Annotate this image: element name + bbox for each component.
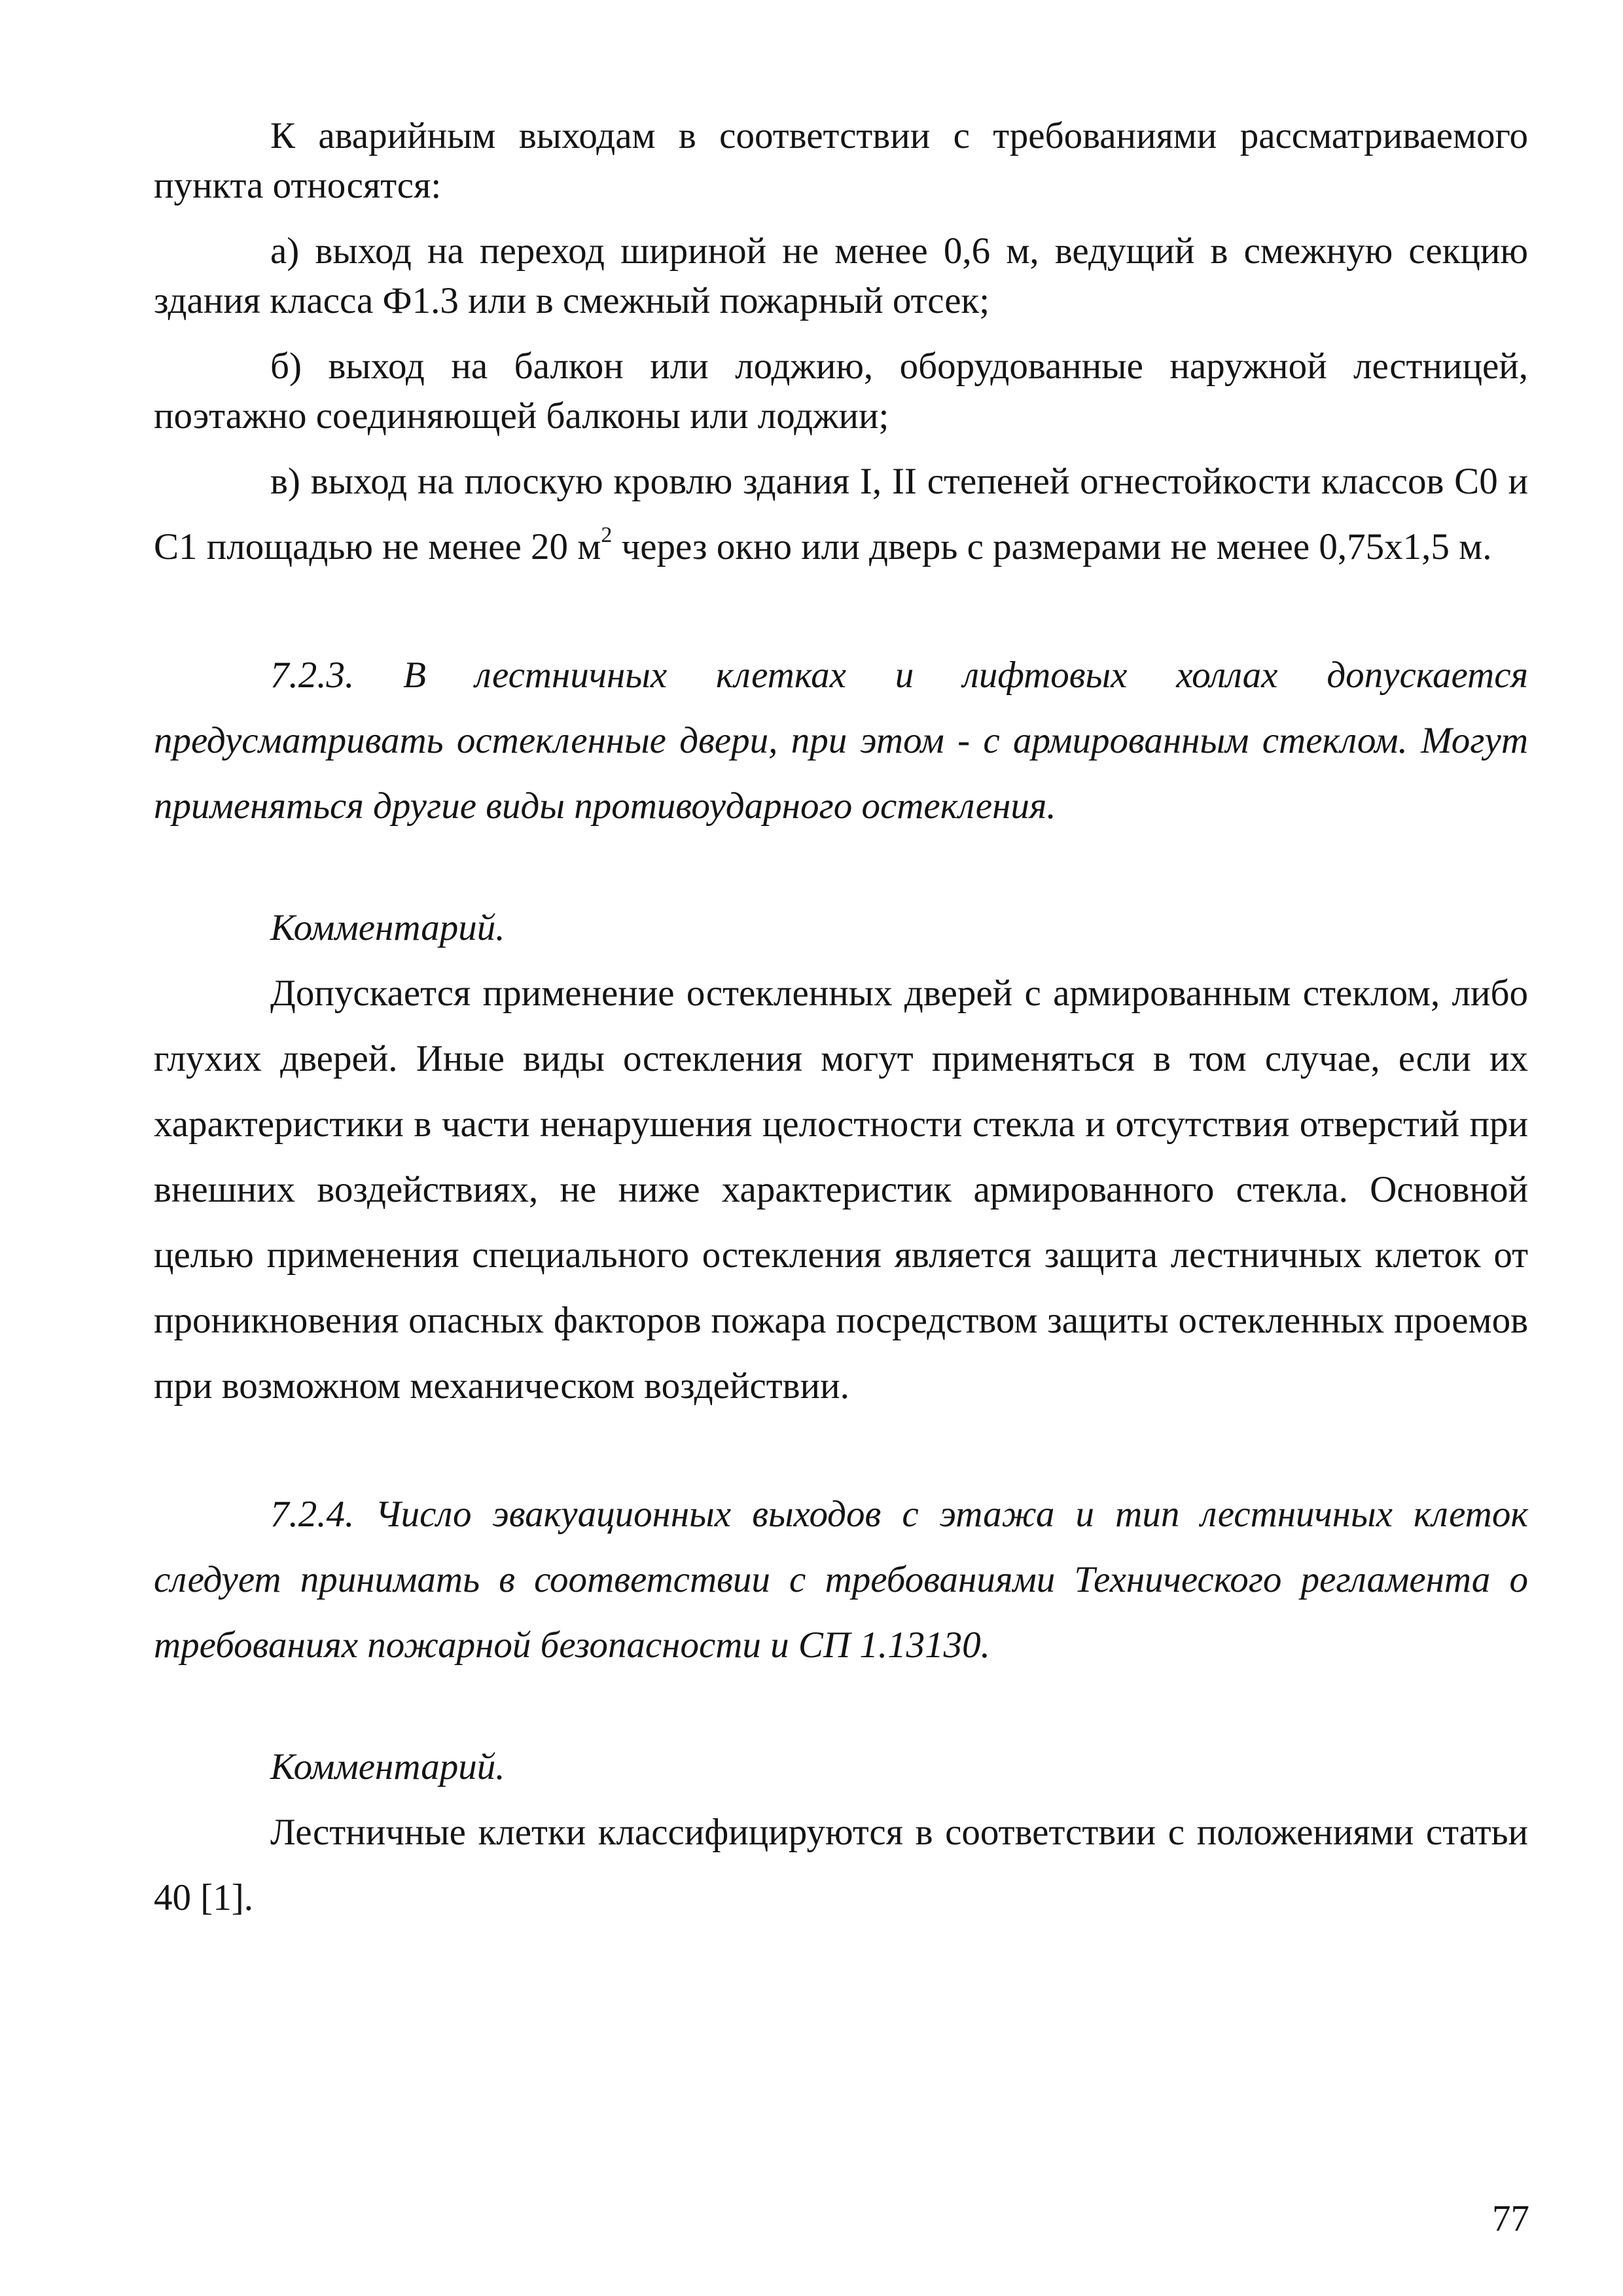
superscript-2: 2 [601,523,613,547]
comment-body-7-2-4: Лестничные клетки классифицируются в соответствии с положениями статьи 40 [1]. [154,1812,1528,1918]
list-item-c [154,449,1528,580]
list-item-b: б) выход на балкон или лоджию, оборудованные наружной лестницей, поэтажно соединяющей балконы или лоджии; [154,346,1528,437]
clause-7-2-4: 7.2.4. Число эвакуационных выходов с этажа и тип лестничных клеток следует принимать в соответствии с требованиями Технического регламента о требованиях пожарной безопасности и СП 1.13130. [154,1494,1528,1666]
comment-heading-7-2-3: Комментарий. [270,907,505,948]
comment-body-7-2-3: Допускается применение остекленных дверей с армированным стеклом, либо глухих дверей. Иные виды остекления могут применяться в том случае, если их характеристики в части ненарушения целостности стекла и отсутствия отверстий при внешних воздействиях, не ниже характеристик армированного стекла. Основной целью применения специального остекления является защита лестничных клеток от проникновения опасных факторов пожара посредством защиты остекленных проемов при возможном механическом воздействии. [154,973,1528,1407]
document-page [154,111,1528,1931]
intro-paragraph: К аварийным выходам в соответствии с требованиями рассматриваемого пункта относятся: [154,115,1528,206]
list-item-c-tail: через окно или дверь с размерами не менее 0,75х1,5 м. [612,526,1492,567]
list-item-c-text: в) выход на плоскую кровлю здания I, II степеней огнестойкости классов С0 и С1 площадью не менее 20 м [154,461,1528,567]
clause-7-2-3: 7.2.3. В лестничных клетках и лифтовых холлах допускается предусматривать остекленные двери, при этом - с армированным стеклом. Могут применяться другие виды противоударного остекления. [154,655,1528,827]
page-number: 77 [1492,2198,1529,2239]
list-item-a: а) выход на переход шириной не менее 0,6 м, ведущий в смежную секцию здания класса Ф1.3 или в смежный пожарный отсек; [154,230,1528,321]
comment-heading-7-2-4: Комментарий. [270,1746,505,1787]
